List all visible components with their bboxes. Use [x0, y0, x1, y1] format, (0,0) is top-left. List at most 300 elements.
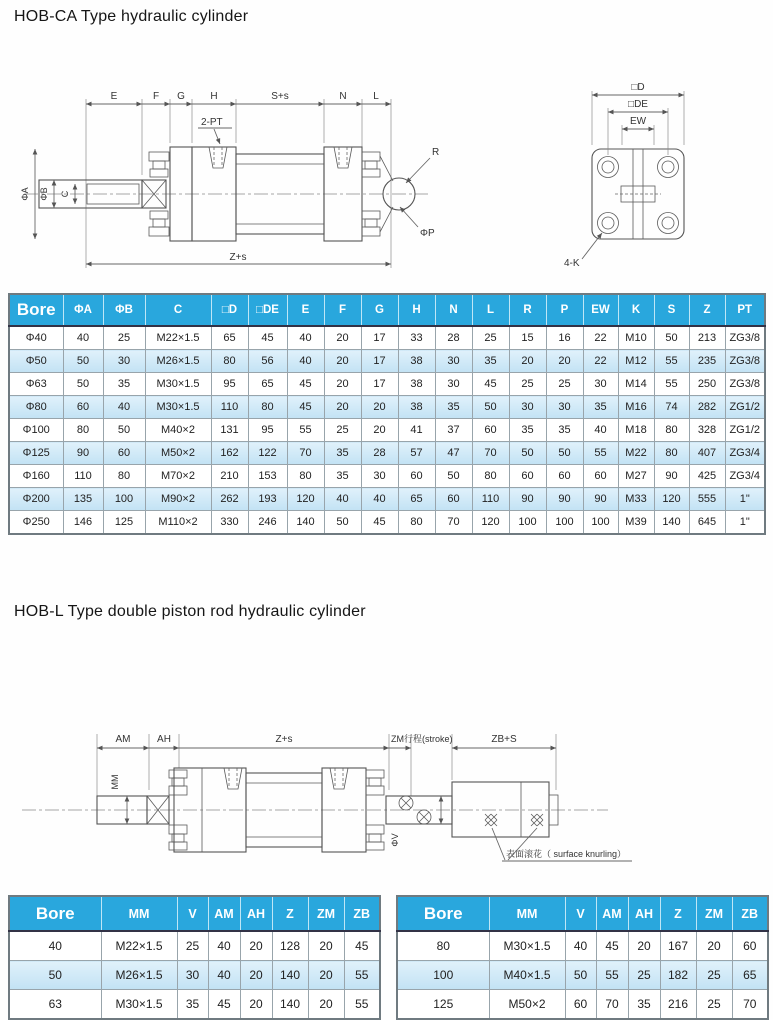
column-header: PT [725, 294, 765, 326]
table-row [9, 350, 765, 373]
table-cell: 128 [272, 931, 308, 961]
dim-label-f: F [152, 91, 160, 102]
table-cell: M26×1.5 [101, 961, 177, 990]
table-cell: 20 [324, 373, 361, 396]
table-cell: M14 [618, 373, 654, 396]
table-cell: 30 [546, 396, 583, 419]
bolt-count-label: 4-K [564, 258, 580, 269]
table-cell: 35 [583, 396, 618, 419]
table-cell: M22×1.5 [145, 326, 211, 350]
table-cell: 70 [287, 442, 324, 465]
table-cell: M12 [618, 350, 654, 373]
column-header: □D [211, 294, 248, 326]
table-cell: 50 [654, 326, 689, 350]
table-cell: 40 [208, 931, 240, 961]
table-cell: 25 [546, 373, 583, 396]
table-cell: ZG3/8 [725, 373, 765, 396]
table-cell: 45 [208, 990, 240, 1020]
table-cell: 80 [398, 511, 435, 535]
table-cell: 17 [361, 326, 398, 350]
table-cell: M22 [618, 442, 654, 465]
table-cell: 40 [287, 326, 324, 350]
table-cell: 30 [435, 373, 472, 396]
table-cell: 56 [248, 350, 287, 373]
dim-label-phi-b: ΦB [39, 187, 49, 201]
table-cell: 40 [287, 350, 324, 373]
table-cell: 80 [211, 350, 248, 373]
table-cell: M110×2 [145, 511, 211, 535]
table-cell: M30×1.5 [489, 931, 565, 961]
table-cell: M40×2 [145, 419, 211, 442]
hob-l-tables-row [8, 895, 765, 1020]
table-cell: 95 [248, 419, 287, 442]
table-cell: ZG3/4 [725, 442, 765, 465]
table-cell: 90 [654, 465, 689, 488]
table-cell: 20 [240, 961, 272, 990]
table-cell: 80 [63, 419, 103, 442]
table-cell: 20 [324, 396, 361, 419]
knurling-callout [492, 828, 632, 861]
column-header: □DE [248, 294, 287, 326]
table-cell: 100 [103, 488, 145, 511]
table-cell: 40 [208, 961, 240, 990]
table-cell: 35 [435, 396, 472, 419]
table-cell: 60 [732, 931, 768, 961]
table-cell: 20 [509, 350, 546, 373]
rod-diameter-dimensions [20, 149, 75, 239]
dim-label-square-d: □D [631, 82, 645, 93]
column-header: MM [101, 896, 177, 931]
table-cell: 40 [583, 419, 618, 442]
table-cell: 20 [240, 990, 272, 1020]
table-cell: 95 [211, 373, 248, 396]
table-cell: ZG3/8 [725, 326, 765, 350]
column-header: K [618, 294, 654, 326]
table-cell: 25 [628, 961, 660, 990]
table-cell: 90 [546, 488, 583, 511]
header-row [397, 896, 768, 931]
column-header: Z [272, 896, 308, 931]
table-cell: 90 [509, 488, 546, 511]
label-phi-p: ΦP [420, 228, 435, 239]
column-header: Z [689, 294, 725, 326]
table-cell: 37 [435, 419, 472, 442]
table-cell: 55 [654, 373, 689, 396]
column-header: EW [583, 294, 618, 326]
dim-label-l: L [373, 91, 379, 102]
table-cell: 216 [660, 990, 696, 1020]
dim-label-phi-v: ΦV [390, 833, 400, 847]
table-cell: 38 [398, 350, 435, 373]
table-cell: M50×2 [145, 442, 211, 465]
dim-label-phi-a: ΦA [20, 187, 30, 201]
table-cell: 17 [361, 373, 398, 396]
table-row [9, 465, 765, 488]
dim-label-zm-stroke: ZM行程(stroke) [391, 734, 453, 744]
table-cell: 35 [546, 419, 583, 442]
table-cell: Φ40 [9, 326, 63, 350]
double-rod-cylinder-view [22, 768, 632, 861]
dim-label-c: C [60, 190, 70, 198]
table-cell: 140 [654, 511, 689, 535]
table-row [9, 990, 380, 1020]
table-cell: 25 [509, 373, 546, 396]
table-cell: 30 [509, 396, 546, 419]
table-cell: 35 [472, 350, 509, 373]
header-row [9, 896, 380, 931]
table-cell: 20 [324, 326, 361, 350]
table-cell: 407 [689, 442, 725, 465]
column-header: H [398, 294, 435, 326]
column-header: L [472, 294, 509, 326]
table-row [9, 931, 380, 961]
table-cell: 30 [177, 961, 208, 990]
table-cell: 40 [63, 326, 103, 350]
table-cell: M26×1.5 [145, 350, 211, 373]
table-cell: 50 [546, 442, 583, 465]
table-cell: 80 [287, 465, 324, 488]
table-cell: 65 [732, 961, 768, 990]
table-row [397, 961, 768, 990]
table-cell: 90 [583, 488, 618, 511]
dim-label-h: H [210, 91, 218, 102]
table-cell: 60 [63, 396, 103, 419]
table-row [9, 326, 765, 350]
table-cell: Φ160 [9, 465, 63, 488]
table-cell: 262 [211, 488, 248, 511]
table-cell: M30×1.5 [101, 990, 177, 1020]
table-cell: 25 [324, 419, 361, 442]
port-callout [198, 117, 232, 144]
table-cell: 35 [324, 442, 361, 465]
table-cell: 45 [472, 373, 509, 396]
table-cell: 35 [103, 373, 145, 396]
table-row [9, 442, 765, 465]
table-cell: 40 [103, 396, 145, 419]
column-header: V [177, 896, 208, 931]
table-cell: 100 [583, 511, 618, 535]
table-cell: 35 [324, 465, 361, 488]
column-header: C [145, 294, 211, 326]
table-cell: 20 [308, 931, 344, 961]
table-cell: 167 [660, 931, 696, 961]
section1-title: HOB-CA Type hydraulic cylinder [14, 8, 249, 25]
table-cell: 40 [565, 931, 596, 961]
table-cell: 90 [63, 442, 103, 465]
column-header: Bore [9, 896, 101, 931]
table-cell: 45 [287, 373, 324, 396]
table-cell: 70 [435, 511, 472, 535]
table-cell: 100 [397, 961, 489, 990]
table-cell: 25 [696, 990, 732, 1020]
column-header: E [287, 294, 324, 326]
column-header: S [654, 294, 689, 326]
table-cell: 45 [287, 396, 324, 419]
table-cell: ZG1/2 [725, 419, 765, 442]
table-cell: 55 [654, 350, 689, 373]
column-header: ΦB [103, 294, 145, 326]
table-cell: 55 [596, 961, 628, 990]
column-header: MM [489, 896, 565, 931]
dim-label-ew: EW [629, 116, 647, 127]
table-cell: Φ250 [9, 511, 63, 535]
table-cell: 555 [689, 488, 725, 511]
table-row [9, 419, 765, 442]
column-header: F [324, 294, 361, 326]
header-row [9, 294, 765, 326]
table-cell: 28 [435, 326, 472, 350]
dim-label-e: E [110, 91, 118, 102]
table-cell: 1" [725, 511, 765, 535]
table-cell: 122 [248, 442, 287, 465]
table-cell: 57 [398, 442, 435, 465]
table-cell: 50 [509, 442, 546, 465]
table-cell: 140 [272, 961, 308, 990]
table-cell: 235 [689, 350, 725, 373]
dim-label-zb-plus-s: ZB+S [491, 734, 517, 745]
table-cell: 30 [361, 465, 398, 488]
table-cell: 80 [472, 465, 509, 488]
dim-label-ah: AH [157, 734, 171, 745]
table-cell: Φ200 [9, 488, 63, 511]
table-cell: 17 [361, 350, 398, 373]
table-cell: 50 [565, 961, 596, 990]
table-cell: 330 [211, 511, 248, 535]
dim-label-n: N [339, 91, 347, 102]
port-label: 2-PT [201, 117, 223, 128]
column-header: AM [596, 896, 628, 931]
table-cell: Φ50 [9, 350, 63, 373]
table-cell: 80 [248, 396, 287, 419]
table-cell: 182 [660, 961, 696, 990]
knurl-marks [485, 814, 543, 826]
table-cell: 25 [177, 931, 208, 961]
column-header: N [435, 294, 472, 326]
table-cell: 20 [324, 350, 361, 373]
hob-ca-spec-table [8, 293, 766, 535]
table-cell: 213 [689, 326, 725, 350]
table-row [9, 396, 765, 419]
table-cell: 140 [272, 990, 308, 1020]
table-cell: 45 [344, 931, 380, 961]
column-header: R [509, 294, 546, 326]
overall-length-dimension [86, 252, 391, 264]
table-cell: 22 [583, 326, 618, 350]
table-cell: 45 [596, 931, 628, 961]
table-cell: 250 [689, 373, 725, 396]
flange-end-view [564, 82, 684, 269]
table-cell: ZG1/2 [725, 396, 765, 419]
table-row [9, 511, 765, 535]
dim-label-square-de: □DE [628, 99, 648, 110]
table-cell: 60 [103, 442, 145, 465]
table-cell: 210 [211, 465, 248, 488]
table-cell: 38 [398, 373, 435, 396]
table-cell: 60 [509, 465, 546, 488]
table-cell: 328 [689, 419, 725, 442]
table-cell: 50 [435, 465, 472, 488]
column-header: G [361, 294, 398, 326]
table-cell: M16 [618, 396, 654, 419]
table-cell: 74 [654, 396, 689, 419]
table-cell: 20 [628, 931, 660, 961]
table-cell: M90×2 [145, 488, 211, 511]
table-row [397, 990, 768, 1020]
hob-l-table-large-bores [396, 895, 769, 1020]
table-cell: 60 [583, 465, 618, 488]
table-cell: 55 [344, 990, 380, 1020]
table-cell: 125 [397, 990, 489, 1020]
table-cell: 22 [583, 350, 618, 373]
table-cell: 30 [435, 350, 472, 373]
table-cell: 100 [509, 511, 546, 535]
table-cell: 110 [63, 465, 103, 488]
table-cell: 63 [9, 990, 101, 1020]
table-cell: M70×2 [145, 465, 211, 488]
column-header: ZB [344, 896, 380, 931]
table-cell: 50 [63, 350, 103, 373]
column-header: AH [240, 896, 272, 931]
table-cell: 80 [397, 931, 489, 961]
table-cell: 645 [689, 511, 725, 535]
hob-l-technical-drawing [8, 690, 764, 890]
table-cell: M10 [618, 326, 654, 350]
table-cell: 45 [361, 511, 398, 535]
table-cell: M39 [618, 511, 654, 535]
knurling-label: 表面滚花（ surface knurling） [506, 849, 627, 859]
column-header: V [565, 896, 596, 931]
cylinder-side-view [24, 147, 428, 241]
table-cell: 1" [725, 488, 765, 511]
table-cell: 35 [509, 419, 546, 442]
column-header: AM [208, 896, 240, 931]
table-cell: 41 [398, 419, 435, 442]
table-cell: 20 [308, 990, 344, 1020]
table-cell: 80 [654, 419, 689, 442]
dim-label-z-plus-s-2: Z+s [275, 734, 293, 745]
column-header: P [546, 294, 583, 326]
table-cell: 20 [240, 931, 272, 961]
table-cell: 20 [546, 350, 583, 373]
table-cell: M50×2 [489, 990, 565, 1020]
table-cell: 146 [63, 511, 103, 535]
table-cell: 40 [324, 488, 361, 511]
table-cell: 425 [689, 465, 725, 488]
table-cell: 80 [654, 442, 689, 465]
table-cell: 30 [583, 373, 618, 396]
table-cell: 25 [696, 961, 732, 990]
table-row [9, 961, 380, 990]
table-cell: ZG3/4 [725, 465, 765, 488]
table-cell: 35 [177, 990, 208, 1020]
dim-label-g: G [177, 91, 185, 102]
table-cell: 50 [472, 396, 509, 419]
table-cell: 33 [398, 326, 435, 350]
column-header: ZB [732, 896, 768, 931]
table-cell: 20 [361, 419, 398, 442]
table-cell: 246 [248, 511, 287, 535]
table-cell: 40 [9, 931, 101, 961]
table-cell: 35 [628, 990, 660, 1020]
table-cell: 40 [361, 488, 398, 511]
table-cell: 55 [583, 442, 618, 465]
table-cell: 140 [287, 511, 324, 535]
table-cell: 50 [63, 373, 103, 396]
table-cell: M27 [618, 465, 654, 488]
table-cell: 100 [546, 511, 583, 535]
table-cell: 120 [287, 488, 324, 511]
table-cell: M33 [618, 488, 654, 511]
table-cell: 25 [472, 326, 509, 350]
table-cell: 60 [398, 465, 435, 488]
table-cell: 120 [654, 488, 689, 511]
table-cell: M30×1.5 [145, 373, 211, 396]
table-cell: 20 [696, 931, 732, 961]
column-header: ΦA [63, 294, 103, 326]
table-row [9, 488, 765, 511]
table-cell: 60 [435, 488, 472, 511]
table-cell: 65 [398, 488, 435, 511]
dim-label-s-plus-s: S+s [271, 91, 289, 102]
table-cell: 15 [509, 326, 546, 350]
table-cell: 70 [596, 990, 628, 1020]
dim-label-z-plus-s: Z+s [229, 252, 247, 263]
table-cell: 65 [211, 326, 248, 350]
table-cell: 70 [732, 990, 768, 1020]
table-cell: 28 [361, 442, 398, 465]
table-cell: 135 [63, 488, 103, 511]
hob-l-table-small-bores [8, 895, 381, 1020]
table-cell: 125 [103, 511, 145, 535]
section2-title: HOB-L Type double piston rod hydraulic cylinder [14, 603, 366, 620]
label-r: R [432, 147, 440, 158]
column-header: Bore [397, 896, 489, 931]
table-cell: 131 [211, 419, 248, 442]
table-cell: 110 [211, 396, 248, 419]
table-cell: 65 [248, 373, 287, 396]
table-cell: Φ80 [9, 396, 63, 419]
column-header: ZM [308, 896, 344, 931]
table-cell: 38 [398, 396, 435, 419]
table-cell: Φ125 [9, 442, 63, 465]
table-cell: 55 [287, 419, 324, 442]
table-cell: 20 [361, 396, 398, 419]
table-cell: 55 [344, 961, 380, 990]
table-row [9, 373, 765, 396]
hob-ca-technical-drawing [8, 55, 764, 292]
table-cell: 80 [103, 465, 145, 488]
table-cell: 47 [435, 442, 472, 465]
table-cell: 60 [546, 465, 583, 488]
table-cell: 60 [565, 990, 596, 1020]
table-cell: M18 [618, 419, 654, 442]
table-cell: 70 [472, 442, 509, 465]
table-cell: 45 [248, 326, 287, 350]
table-cell: M30×1.5 [145, 396, 211, 419]
table-cell: M22×1.5 [101, 931, 177, 961]
column-header: Z [660, 896, 696, 931]
table-cell: 120 [472, 511, 509, 535]
table-cell: 20 [308, 961, 344, 990]
table-row [397, 931, 768, 961]
table-cell: Φ100 [9, 419, 63, 442]
column-header: Bore [9, 294, 63, 326]
table-cell: 25 [103, 326, 145, 350]
table-cell: 193 [248, 488, 287, 511]
table-cell: 162 [211, 442, 248, 465]
table-cell: 50 [9, 961, 101, 990]
table-cell: 50 [103, 419, 145, 442]
